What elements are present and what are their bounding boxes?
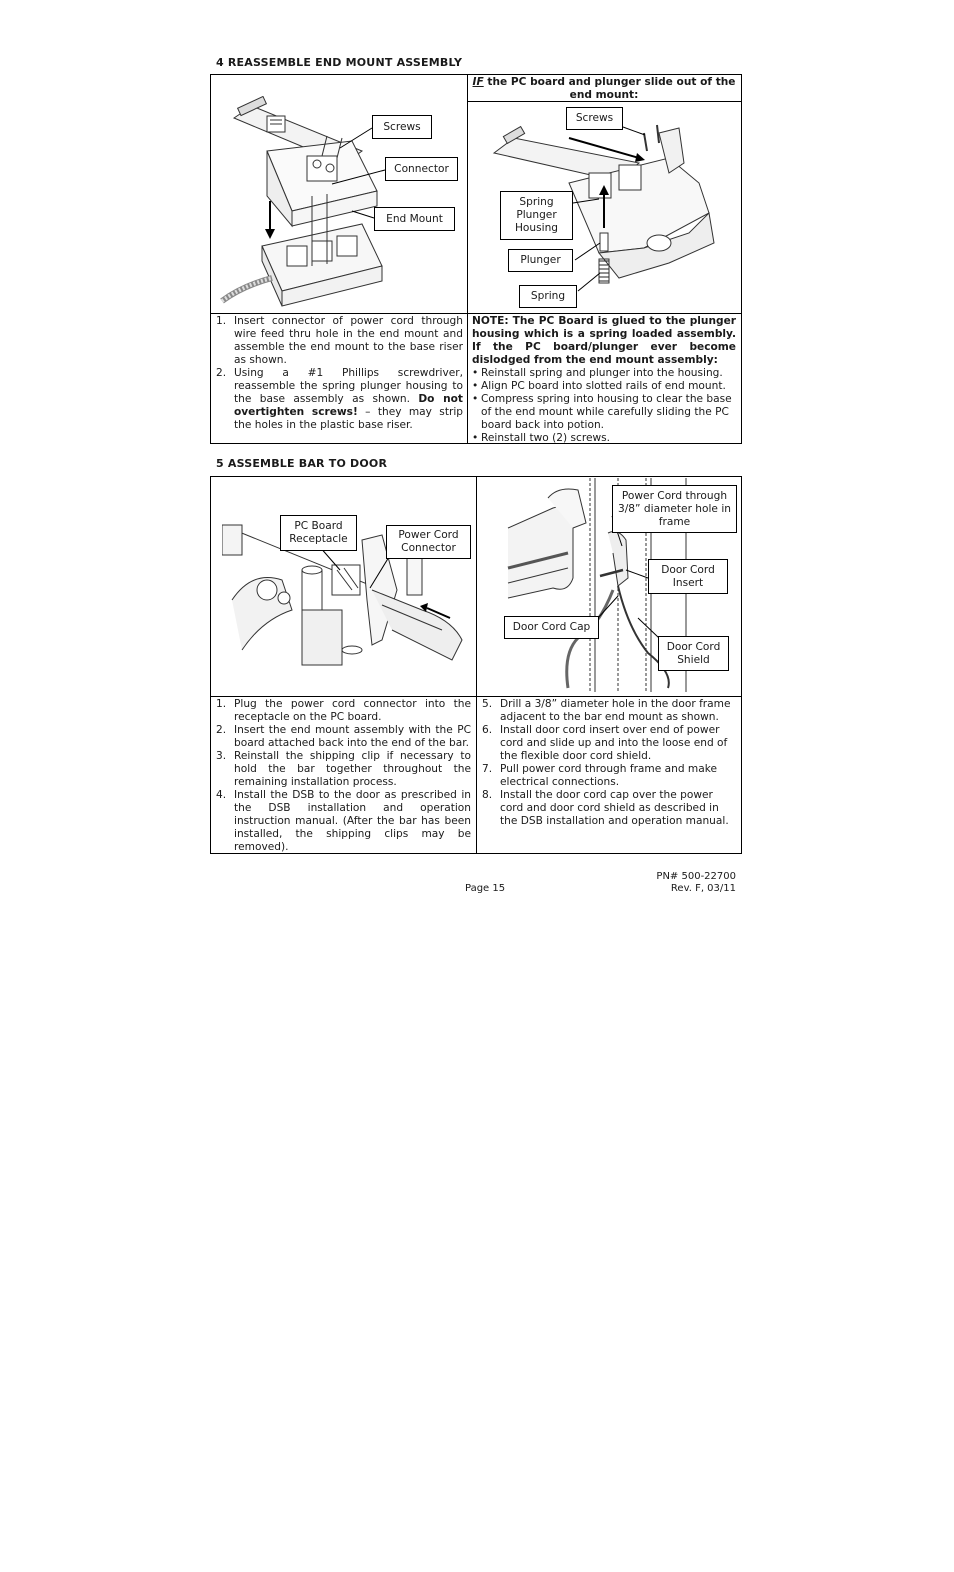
note-heading: NOTE: The PC Board is glued to the plunger housing which is a spring loaded assembly. If the PC board/plunger ever become dislodged from the end mount assembly: [472,315,736,366]
label-door-cord-insert: Door Cord Insert [648,559,728,594]
step-2: 2. Insert the end mount assembly with the PC board attached back into the end of the bar. [216,724,471,749]
label-power-cord-through: Power Cord through 3/8” diameter hole in frame [612,485,737,533]
footer-part-number: PN# 500-22700 [656,871,736,882]
label-door-cord-shield: Door Cord Shield [658,636,729,671]
footer-page-number: Page 15 [465,883,506,894]
step-6: 6. Install door cord insert over end of power cord and slide up and into the loose end of the flexible door cord shield. [482,724,728,762]
step-7: 7. Pull power cord through frame and make electrical connections. [482,763,718,788]
section-5-right-steps [478,698,736,828]
step-1: 1. Plug the power cord connector into the receptacle on the PC board. [216,698,471,723]
section-4-note [472,315,736,445]
label-connector: Connector [385,157,458,181]
section-4-heading: 4 REASSEMBLE END MOUNT ASSEMBLY [216,56,463,69]
step-8: 8. Install the door cord cap over the power cord and door cord shield as described in the DSB installation and operation manual. [482,789,729,827]
step-1: 1. Insert connector of power cord through wire feed thru hole in the end mount and assemble the end mount to the base riser as shown. [216,315,463,366]
section-4-steps [212,315,463,432]
label-plunger: Plunger [508,249,573,272]
label-power-cord-connector: Power Cord Connector [386,525,471,559]
label-spring-plunger-housing: Spring Plunger Housing [500,191,573,240]
label-spring: Spring [519,285,577,308]
note-bullet: • Reinstall spring and plunger into the housing. [472,367,736,380]
label-pc-board-receptacle: PC Board Receptacle [280,515,357,551]
section-5-divider-v [476,476,477,854]
label-end-mount: End Mount [374,207,455,231]
label-screws-left: Screws [372,115,432,139]
section-5-heading: 5 ASSEMBLE BAR TO DOOR [216,457,388,470]
step-4: 4. Install the DSB to the door as prescribed in the DSB installation and operation instruction manual. (After the bar has been installed, the shipping clips may be removed). [216,789,471,853]
right-figure-header [470,76,738,102]
label-door-cord-cap: Door Cord Cap [504,616,599,639]
section-5-divider-h [210,696,742,697]
footer-revision: Rev. F, 03/11 [670,883,736,894]
step-5: 5. Drill a 3/8” diameter hole in the door frame adjacent to the bar end mount as shown. [482,698,731,723]
section-4-divider-h [210,313,742,314]
step-3: 3. Reinstall the shipping clip if necessary to hold the bar together throughout the remaining installation process. [216,750,471,788]
label-screws-right: Screws [566,107,623,130]
section-5-left-steps [212,698,471,854]
step-2: 2. Using a #1 Phillips screwdriver, reassemble the spring plunger housing to the base assembly as shown. Do not overtighten screws! – they may strip the holes in the plastic base riser. [216,367,463,431]
note-bullet: • Compress spring into housing to clear the base of the end mount while carefully sliding the PC board back into potion. [472,393,736,432]
if-emphasis: IF [472,76,484,88]
section-4-divider-v [467,74,468,444]
note-bullet: • Reinstall two (2) screws. [472,432,736,445]
header-rest: the PC board and plunger slide out of the end mount: [483,76,736,101]
note-bullet: • Align PC board into slotted rails of end mount. [472,380,736,393]
warning-overtighten: Do not overtighten screws! [234,393,463,418]
